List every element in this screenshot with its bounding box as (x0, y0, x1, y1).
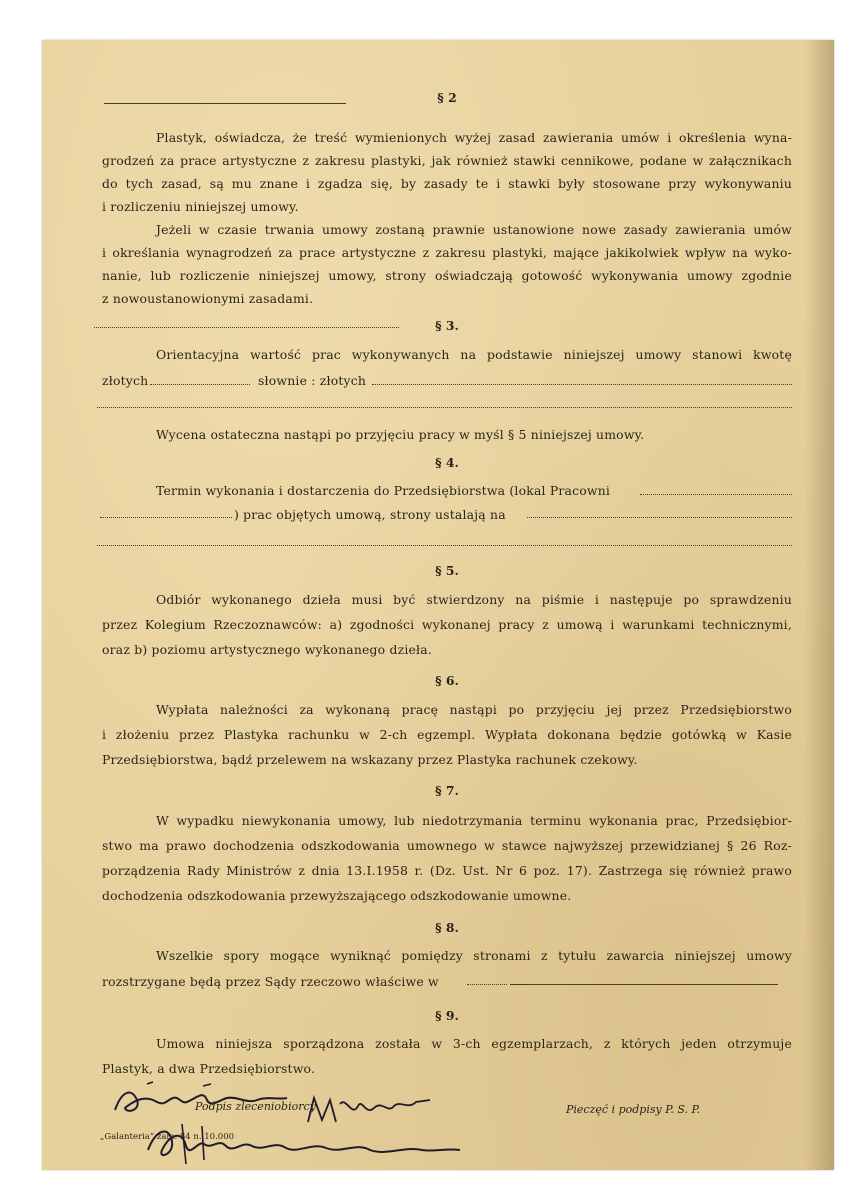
s6-line1: Wypłata należności za wykonaną pracę nastąpi po przyjęciu jej przez Przedsiębiorstwo (156, 702, 792, 717)
s2-p1-line4: i rozliczeniu niniejszej umowy. (102, 199, 299, 214)
s2-p2-line3: nanie, lub rozliczenie niniejszej umowy, strony oświadczają gotowość wykonywania umowy zgodnie (102, 268, 792, 283)
s2-p1-line3: do tych zasad, są mu znane i zgadza się, by zasady te i stawki były stosowane przy wykonywaniu (102, 176, 792, 191)
stamp-signature-label: Pieczęć i podpisy P. S. P. (566, 1103, 701, 1116)
page-edge-shadow (804, 40, 834, 1170)
section-4-heading: § 4. (435, 455, 459, 470)
s7-line2: stwo ma prawo dochodzenia odszkodowania umownego w stawce najwyższej przewidzianej § 26 Roz- (102, 838, 792, 853)
s2-p2-line4: z nowoustanowionymi zasadami. (102, 291, 314, 306)
s2-p2-line2: i określania wynagrodzeń za prace artystyczne z zakresu plastyki, mające jakikolwiek wpływ na wyko- (102, 245, 792, 260)
handwritten-signature-3 (142, 1120, 472, 1170)
s4-line2: ) prac objętych umową, strony ustalają na (234, 507, 506, 522)
s6-line3: Przedsiębiorstwa, bądź przelewem na wskazany przez Plastyka rachunek czekowy. (102, 752, 638, 767)
s5-line1: Odbiór wykonanego dzieła musi być stwierdzony na piśmie i następuje po sprawdzeniu (156, 592, 792, 607)
s9-line1: Umowa niniejsza sporządzona została w 3-ch egzemplarzach, z których jeden otrzymuje (156, 1036, 792, 1051)
section-9-heading: § 9. (435, 1008, 459, 1023)
s3-amount-field[interactable] (150, 384, 250, 385)
section-6-heading: § 6. (435, 673, 459, 688)
section-8-heading: § 8. (435, 920, 459, 935)
s2-p2-line1: Jeżeli w czasie trwania umowy zostaną prawnie ustanowione nowe zasady zawierania umów (156, 222, 792, 237)
s2-p1-line2: grodzeń za prace artystyczne z zakresu plastyki, jak również stawki cennikowe, podane w załącznikach (102, 153, 792, 168)
s6-line2: i złożeniu przez Plastyka rachunku w 2-ch egzempl. Wypłata dokonana będzie gotówką w Kasie (102, 727, 792, 742)
s3-amount-words-field-2[interactable] (97, 407, 792, 408)
s3-line2-label-b: słownie : złotych (258, 373, 367, 388)
s3-line2-label-a: złotych (102, 373, 149, 388)
document-page (42, 40, 834, 1170)
s9-line2: Plastyk, a dwa Przedsiębiorstwo. (102, 1061, 316, 1076)
s4-workshop-field-2[interactable] (100, 517, 232, 518)
contractor-signature-label: Podpis zleceniobiorcy (195, 1100, 316, 1113)
s7-line4: dochodzenia odszkodowania przewyższającego odszkodowanie umowne. (102, 888, 572, 903)
section-5-heading: § 5. (435, 563, 459, 578)
s5-line2: przez Kolegium Rzeczoznawców: a) zgodności wykonanej pracy z umową i warunkami technicznymi, (102, 617, 792, 632)
s7-line1: W wypadku niewykonania umowy, lub niedotrzymania terminu wykonania prac, Przedsiębior- (156, 813, 792, 828)
section-3-heading: § 3. (435, 318, 459, 333)
s4-deadline-field-2[interactable] (97, 545, 792, 546)
s5-line3: oraz b) poziomu artystycznego wykonanego dzieła. (102, 642, 432, 657)
s4-workshop-field[interactable] (640, 494, 792, 495)
section-7-heading: § 7. (435, 783, 459, 798)
s8-court-field[interactable] (510, 984, 778, 985)
section-2-heading: § 2 (437, 90, 457, 105)
s3-amount-words-field[interactable] (372, 384, 792, 385)
s8-line1: Wszelkie spory mogące wyniknąć pomiędzy stronami z tytułu zawarcia niniejszej umowy (156, 948, 792, 963)
s4-line1: Termin wykonania i dostarczenia do Przedsiębiorstwa (lokal Pracowni (156, 483, 611, 498)
s3-line1: Orientacyjna wartość prac wykonywanych na podstawie niniejszej umowy stanowi kwotę (156, 347, 792, 362)
s8-court-field-dots[interactable] (467, 984, 507, 985)
s3-line3: Wycena ostateczna nastąpi po przyjęciu pracy w myśl § 5 niniejszej umowy. (156, 427, 645, 442)
printer-imprint: „Galanteria” zam. 84 n. 10.000 (100, 1132, 235, 1142)
s2-p1-line1: Plastyk, oświadcza, że treść wymienionych wyżej zasad zawierania umów i określenia wyna- (156, 130, 792, 145)
s7-line3: porządzenia Rady Ministrów z dnia 13.I.1958 r. (Dz. Ust. Nr 6 poz. 17). Zastrzega się również prawo (102, 863, 792, 878)
s8-line2: rozstrzygane będą przez Sądy rzeczowo właściwe w (102, 974, 439, 989)
s4-deadline-field[interactable] (527, 517, 792, 518)
